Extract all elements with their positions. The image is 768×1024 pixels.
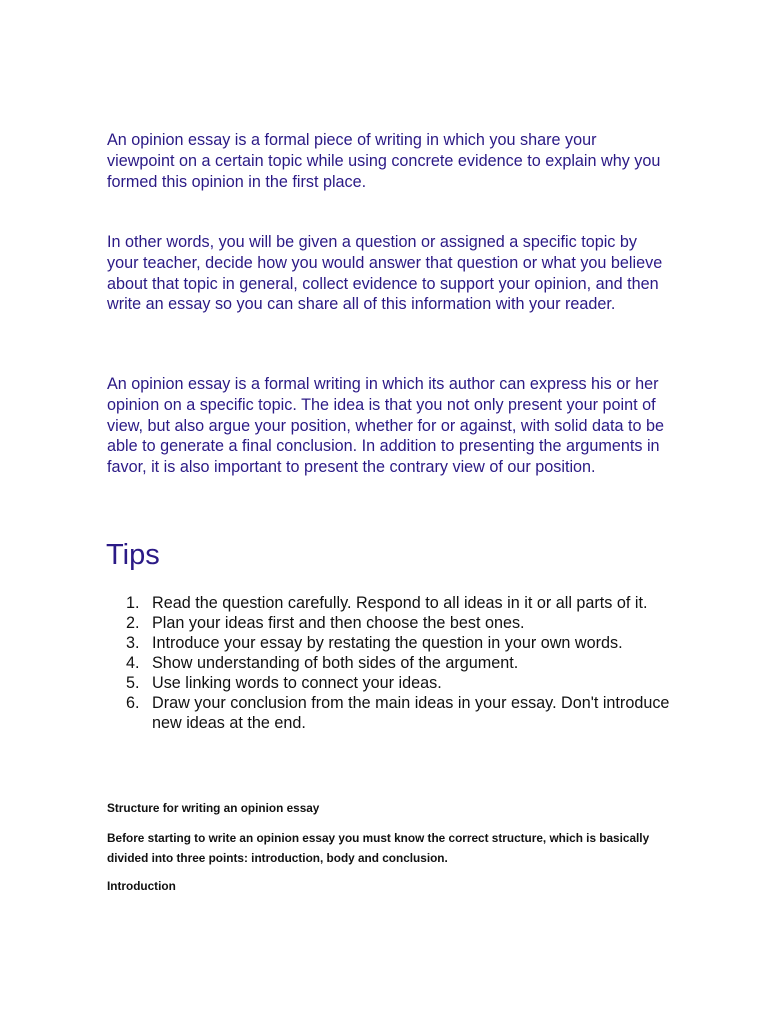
list-item [126,693,671,733]
list-item-number: 5. [126,674,140,692]
tips-heading: Tips [106,539,160,571]
introduction-subheading: Introduction [107,879,176,893]
list-item-number: 6. [126,694,140,712]
list-item [126,673,671,693]
tips-list [126,593,671,733]
list-item-text: Introduce your essay by restating the question in your own words. [152,634,623,652]
list-item-text: Plan your ideas first and then choose the best ones. [152,614,525,632]
paragraph-formal-writing: An opinion essay is a formal writing in which its author can express his or her opinion on a specific topic. The idea is that you not only present your point of view, but also argue your position, whether for or against, with solid data to be able to generate a final conclusion. In addition to presenting the arguments in favor, it is also important to present the contrary view of our position. [107,375,664,477]
paragraph-definition: An opinion essay is a formal piece of writing in which you share your viewpoint on a certain topic while using concrete evidence to explain why you formed this opinion in the first place. [107,131,661,191]
list-item-number: 2. [126,614,140,632]
list-item-text: Show understanding of both sides of the argument. [152,654,519,672]
structure-title: Structure for writing an opinion essay [107,801,320,815]
list-item-text: Use linking words to connect your ideas. [152,674,442,692]
list-item [126,613,671,633]
list-item [126,653,671,673]
list-item [126,593,671,613]
list-item-text: Read the question carefully. Respond to all ideas in it or all parts of it. [152,594,648,612]
list-item-number: 4. [126,654,140,672]
list-item-text: Draw your conclusion from the main ideas in your essay. Don't introduce new ideas at the end. [152,694,670,732]
list-item-number: 1. [126,594,140,612]
paragraph-other-words: In other words, you will be given a question or assigned a specific topic by your teacher, decide how you would answer that question or what you believe about that topic in general, collect evidence to support your opinion, and then write an essay so you can share all of this information with your reader. [107,233,663,314]
structure-body: Before starting to write an opinion essay you must know the correct structure, which is basically divided into three points: introduction, body and conclusion. [107,831,650,865]
list-item [126,633,671,653]
list-item-number: 3. [126,634,140,652]
